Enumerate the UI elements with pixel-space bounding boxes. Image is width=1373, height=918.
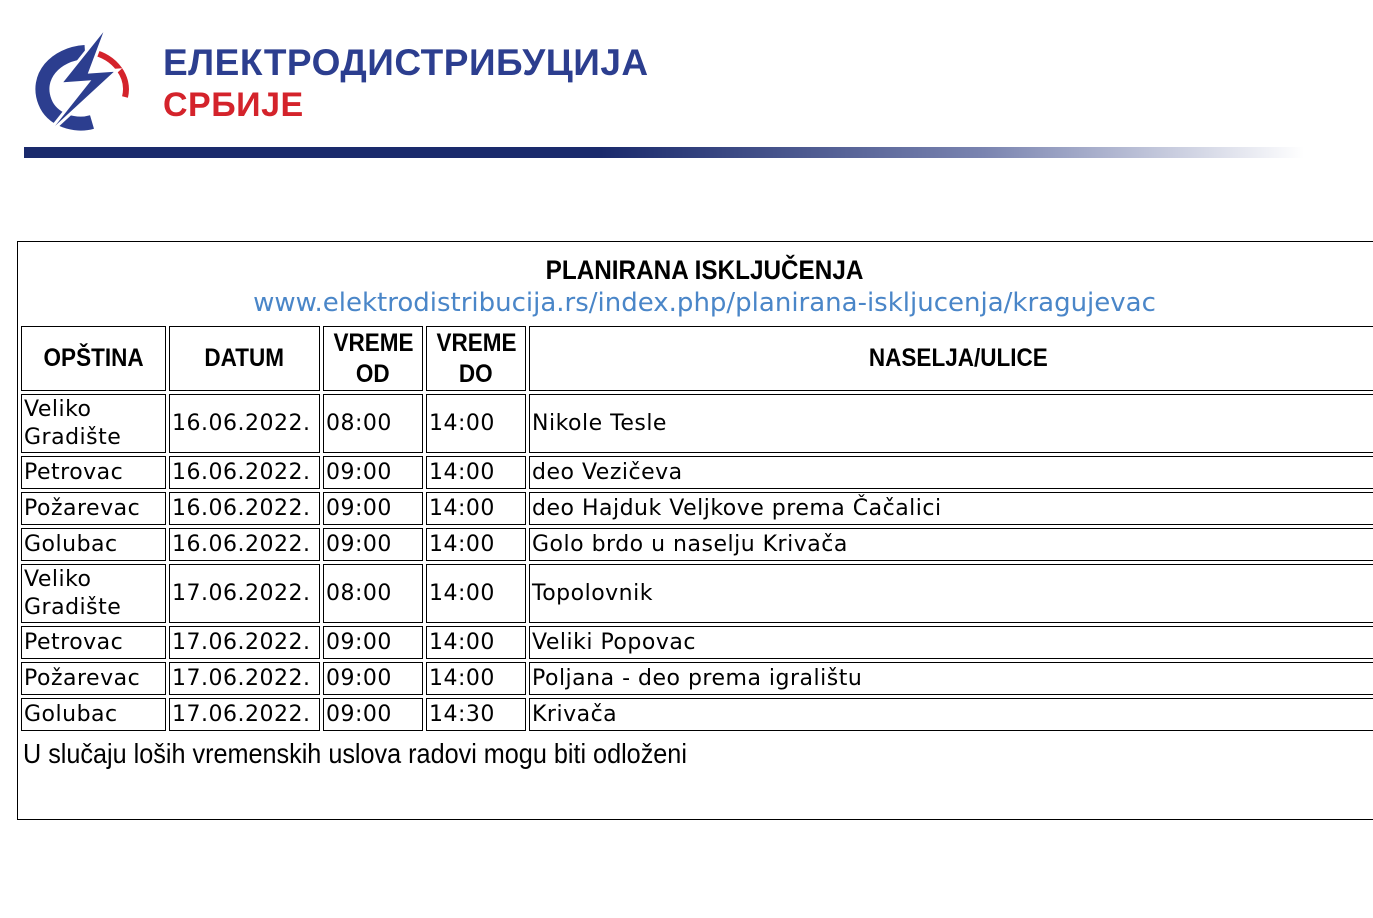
cell-naselja: Poljana - deo prema igralištu <box>529 662 1373 695</box>
cell-od: 09:00 <box>323 456 423 489</box>
cell-naselja: Nikole Tesle <box>529 394 1373 453</box>
cell-naselja: Krivača <box>529 698 1373 731</box>
cell-datum: 17.06.2022. <box>169 698 320 731</box>
cell-opstina: Veliko Gradište <box>21 564 166 623</box>
cell-opstina: Golubac <box>21 698 166 731</box>
cell-opstina: Požarevac <box>21 662 166 695</box>
cell-od: 09:00 <box>323 662 423 695</box>
cell-do: 14:30 <box>426 698 526 731</box>
col-header-vreme-od: VREME OD <box>323 326 423 391</box>
table-row <box>21 626 1373 659</box>
cell-od: 08:00 <box>323 564 423 623</box>
table-row <box>21 528 1373 561</box>
brand-name-line1: ЕЛЕКТРОДИСТРИБУЦИЈА <box>163 42 649 83</box>
cell-do: 14:00 <box>426 528 526 561</box>
col-header-opstina: OPŠTINA <box>21 326 166 391</box>
cell-datum: 16.06.2022. <box>169 394 320 453</box>
cell-opstina: Golubac <box>21 528 166 561</box>
cell-opstina: Požarevac <box>21 492 166 525</box>
brand-divider <box>24 147 1304 158</box>
table-title: PLANIRANA ISKLJUČENJA <box>545 254 864 285</box>
cell-do: 14:00 <box>426 662 526 695</box>
header-row <box>21 326 1373 391</box>
cell-od: 09:00 <box>323 698 423 731</box>
cell-naselja: deo Vezičeva <box>529 456 1373 489</box>
table-row <box>21 662 1373 695</box>
cell-naselja: Golo brdo u naselju Krivača <box>529 528 1373 561</box>
outage-table <box>17 241 1373 820</box>
cell-do: 14:00 <box>426 564 526 623</box>
cell-datum: 16.06.2022. <box>169 528 320 561</box>
cell-naselja: Veliki Popovac <box>529 626 1373 659</box>
cell-opstina: Petrovac <box>21 626 166 659</box>
table-row <box>21 394 1373 453</box>
cell-datum: 17.06.2022. <box>169 626 320 659</box>
cell-naselja: Topolovnik <box>529 564 1373 623</box>
brand-name-line2: СРБИЈЕ <box>163 86 304 124</box>
cell-od: 08:00 <box>323 394 423 453</box>
cell-od: 09:00 <box>323 492 423 525</box>
source-link[interactable]: www.elektrodistribucija.rs/index.php/planirana-iskljucenja/kragujevac <box>253 287 1156 318</box>
col-header-vreme-do: VREME DO <box>426 326 526 391</box>
cell-datum: 17.06.2022. <box>169 564 320 623</box>
cell-od: 09:00 <box>323 528 423 561</box>
table-title-cell <box>21 245 1373 323</box>
cell-naselja: deo Hajduk Veljkove prema Čačalici <box>529 492 1373 525</box>
table-row <box>21 698 1373 731</box>
cell-datum: 16.06.2022. <box>169 456 320 489</box>
col-header-naselja: NASELJA/ULICE <box>529 326 1373 391</box>
lightning-logo-icon <box>30 22 140 142</box>
cell-od: 09:00 <box>323 626 423 659</box>
cell-datum: 17.06.2022. <box>169 662 320 695</box>
table-row <box>21 492 1373 525</box>
cell-opstina: Petrovac <box>21 456 166 489</box>
table-row <box>21 564 1373 623</box>
cell-do: 14:00 <box>426 456 526 489</box>
cell-opstina: Veliko Gradište <box>21 394 166 453</box>
weather-note: U slučaju loših vremenskih uslova radovi mogu biti odloženi <box>23 738 687 769</box>
col-header-datum: DATUM <box>169 326 320 391</box>
cell-do: 14:00 <box>426 626 526 659</box>
cell-do: 14:00 <box>426 394 526 453</box>
table-row <box>21 456 1373 489</box>
cell-datum: 16.06.2022. <box>169 492 320 525</box>
cell-do: 14:00 <box>426 492 526 525</box>
